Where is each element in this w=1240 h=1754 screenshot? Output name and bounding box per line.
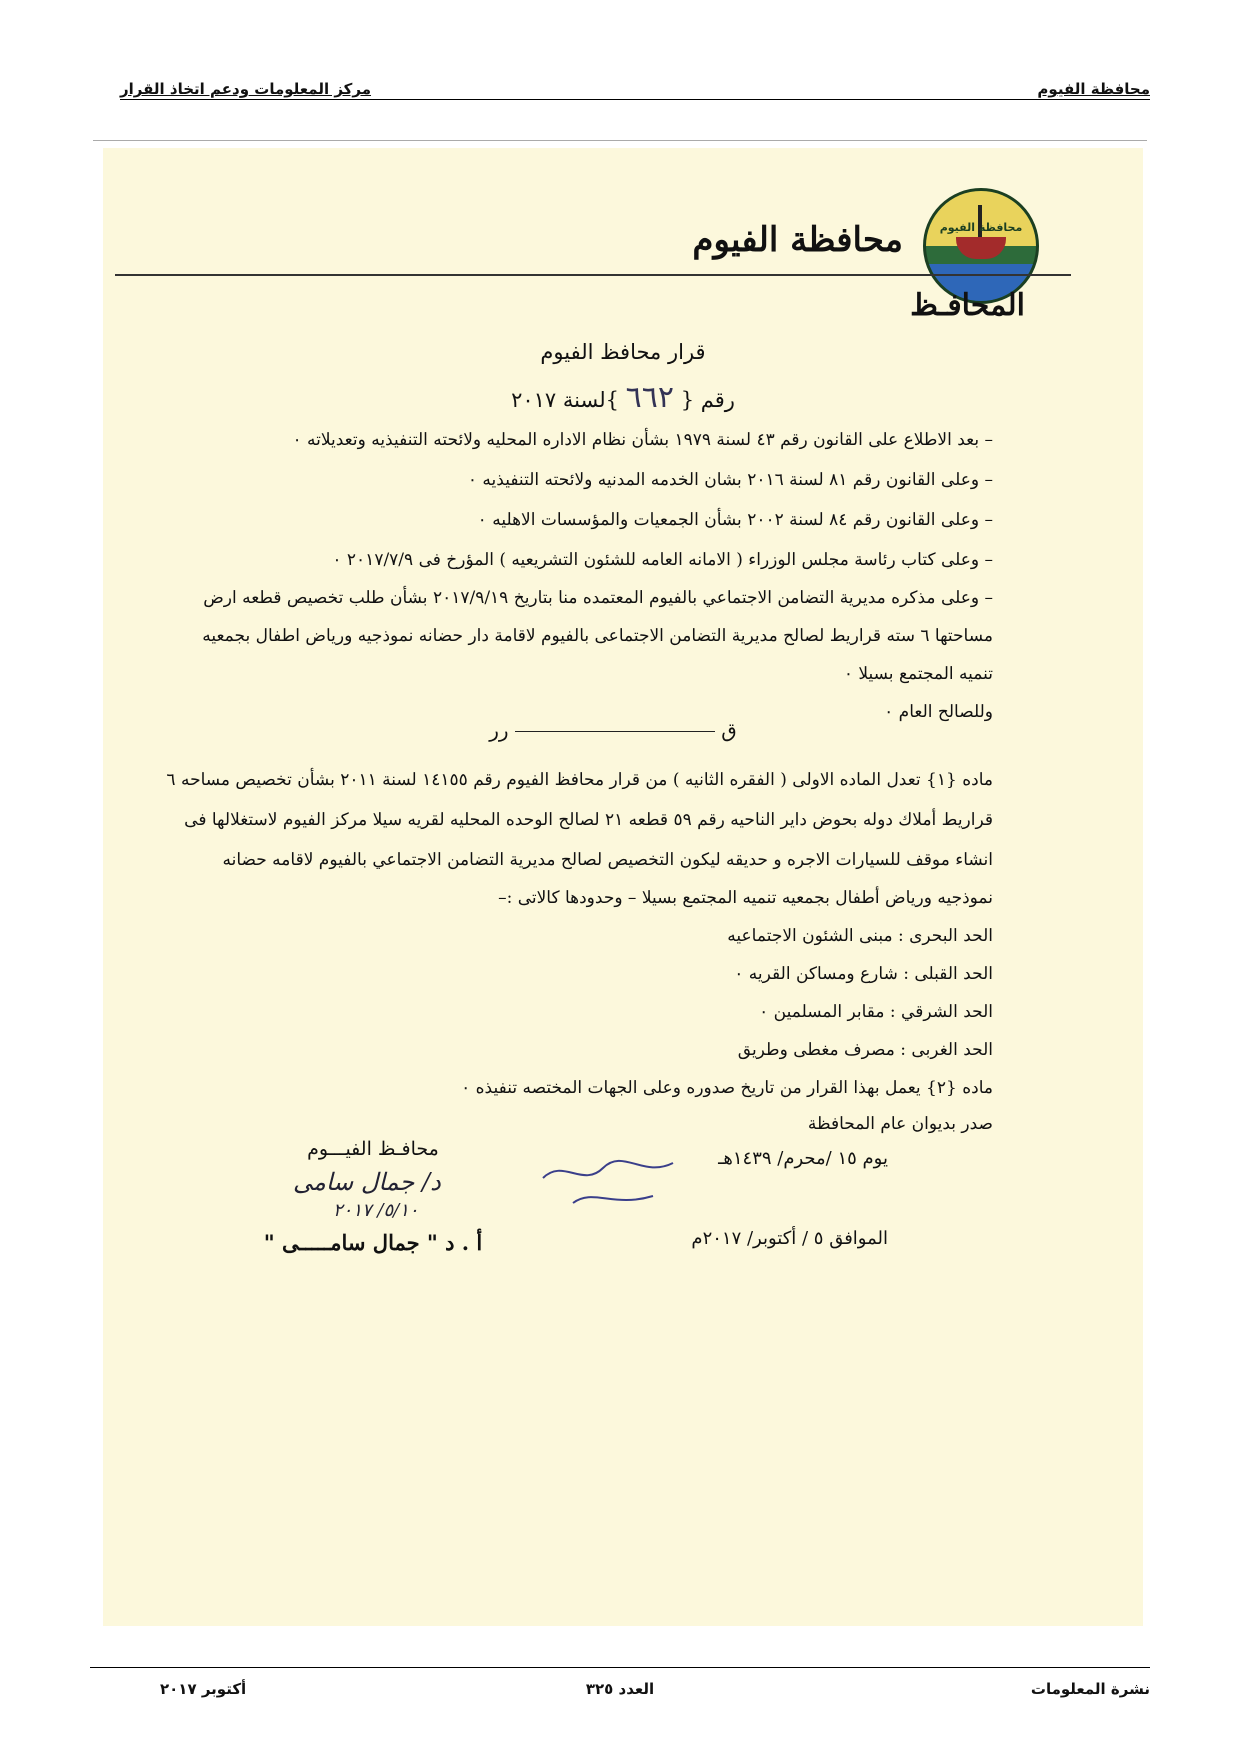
article-1-line: قراريط أملاك دوله بحوض داير الناحيه رقم ٥٩ قطعه ٢١ لصالح الوحده المحليه لقريه سيلا مركز الفيوم لاستغلالها فى xyxy=(184,810,993,830)
signature-name: أ . د " جمال سامـــــى " xyxy=(263,1230,483,1255)
secondary-signature xyxy=(533,1148,683,1218)
issued-line: صدر بديوان عام المحافظة xyxy=(807,1114,993,1134)
boundary-line: الحد الشرقي : مقابر المسلمين ٠ xyxy=(759,1002,993,1022)
article-2: ماده {٢} يعمل بهذا القرار من تاريخ صدوره وعلى الجهات المختصه تنفيذه ٠ xyxy=(461,1078,993,1098)
preamble-line: – وعلى كتاب رئاسة مجلس الوزراء ( الامانه العامه للشئون التشريعيه ) المؤرخ فى ٢٠١٧/٧/٩ ٠ xyxy=(332,550,993,570)
header-center-name: مركز المعلومات ودعم اتخاذ القرار xyxy=(120,80,372,98)
letterhead-gov-name: محافظة الفيوم xyxy=(692,220,903,260)
decree-title: قرار محافظ الفيوم xyxy=(540,340,706,364)
header-publisher: محافظة الفيوم xyxy=(1037,80,1150,98)
date-gregorian: الموافق ٥ / أكتوبر/ ٢٠١٧م xyxy=(691,1228,888,1249)
article-1-line: انشاء موقف للسيارات الاجره و حديقه ليكون التخصيص لصالح مديرية التضامن الاجتماعي بالفيوم لاقامه حضانه xyxy=(222,850,993,870)
boundary-line: الحد الغربى : مصرف مغطى وطريق xyxy=(737,1040,993,1060)
decree-number-suffix: }لسنة ٢٠١٧ xyxy=(511,388,619,412)
preamble-line: – وعلى القانون رقم ٨٤ لسنة ٢٠٠٢ بشأن الجمعيات والمؤسسات الاهليه ٠ xyxy=(477,510,993,530)
footer-issue: العدد ٣٢٥ xyxy=(585,1680,655,1698)
decree-number: ٦٦٢ xyxy=(625,380,675,415)
header-rule xyxy=(120,99,1150,100)
article-1-line: ماده {١} تعدل الماده الاولى ( الفقره الثانيه ) من قرار محافظ الفيوم رقم ١٤١٥٥ لسنة ٢٠١١ بشأن تخصيص مساحه ٦ xyxy=(166,770,993,790)
header-rule-secondary xyxy=(93,140,1147,141)
date-hijri: يوم ١٥ /محرم/ ١٤٣٩هـ xyxy=(718,1148,888,1169)
decision-heading xyxy=(483,718,743,742)
footer-publication: نشرة المعلومات xyxy=(1030,1680,1150,1698)
decree-number-prefix: رقم { xyxy=(680,388,735,412)
preamble-line: تنميه المجتمع بسيلا ٠ xyxy=(843,664,993,684)
signature-scribble-icon xyxy=(533,1148,683,1218)
preamble-line: – وعلى القانون رقم ٨١ لسنة ٢٠١٦ بشان الخدمه المدنيه ولائحته التنفيذيه ٠ xyxy=(467,470,993,490)
governor-signature-block xyxy=(263,1138,483,1255)
footer-rule xyxy=(90,1667,1150,1668)
preamble-line: وللصالح العام ٠ xyxy=(884,702,993,722)
preamble-line: مساحتها ٦ سته قراريط لصالح مديرية التضامن الاجتماعى بالفيوم لاقامة دار حضانه نموذجيه ورياض اطفال بجمعيه xyxy=(202,626,993,646)
seal-text: محافظة الفيوم xyxy=(939,221,1023,234)
signature-handwritten: د/ جمال سامى xyxy=(293,1168,441,1196)
article-1-line: نموذجيه ورياض أطفال بجمعيه تنميه المجتمع بسيلا – وحدودها كالاتى :– xyxy=(498,888,993,908)
footer-date: أكتوبر ٢٠١٧ xyxy=(160,1680,247,1698)
decision-heading-start: ق xyxy=(721,718,737,742)
scanned-decree xyxy=(103,148,1143,1626)
decision-heading-end: رر xyxy=(489,718,509,742)
letterhead-office: المحافـظ xyxy=(910,288,1025,323)
preamble-line: – بعد الاطلاع على القانون رقم ٤٣ لسنة ١٩٧٩ بشأن نظام الاداره المحليه ولائحته التنفيذيه وتعديلاته ٠ xyxy=(292,430,993,450)
signature-title: محافـظ الفيـــوم xyxy=(307,1138,439,1160)
boundary-line: الحد البحرى : مبنى الشئون الاجتماعيه xyxy=(727,926,993,946)
decree-number-line xyxy=(103,380,1143,415)
signature-handwritten-date: ٥/١٠/ ٢٠١٧ xyxy=(333,1200,419,1221)
letterhead-rule xyxy=(115,274,1071,276)
boundary-line: الحد القبلى : شارع ومساكن القريه ٠ xyxy=(734,964,993,984)
governorate-seal-logo xyxy=(923,188,1039,304)
preamble-line: – وعلى مذكره مديرية التضامن الاجتماعي بالفيوم المعتمده منا بتاريخ ٢٠١٧/٩/١٩ بشأن طلب تخصيص قطعه ارض xyxy=(203,588,993,608)
